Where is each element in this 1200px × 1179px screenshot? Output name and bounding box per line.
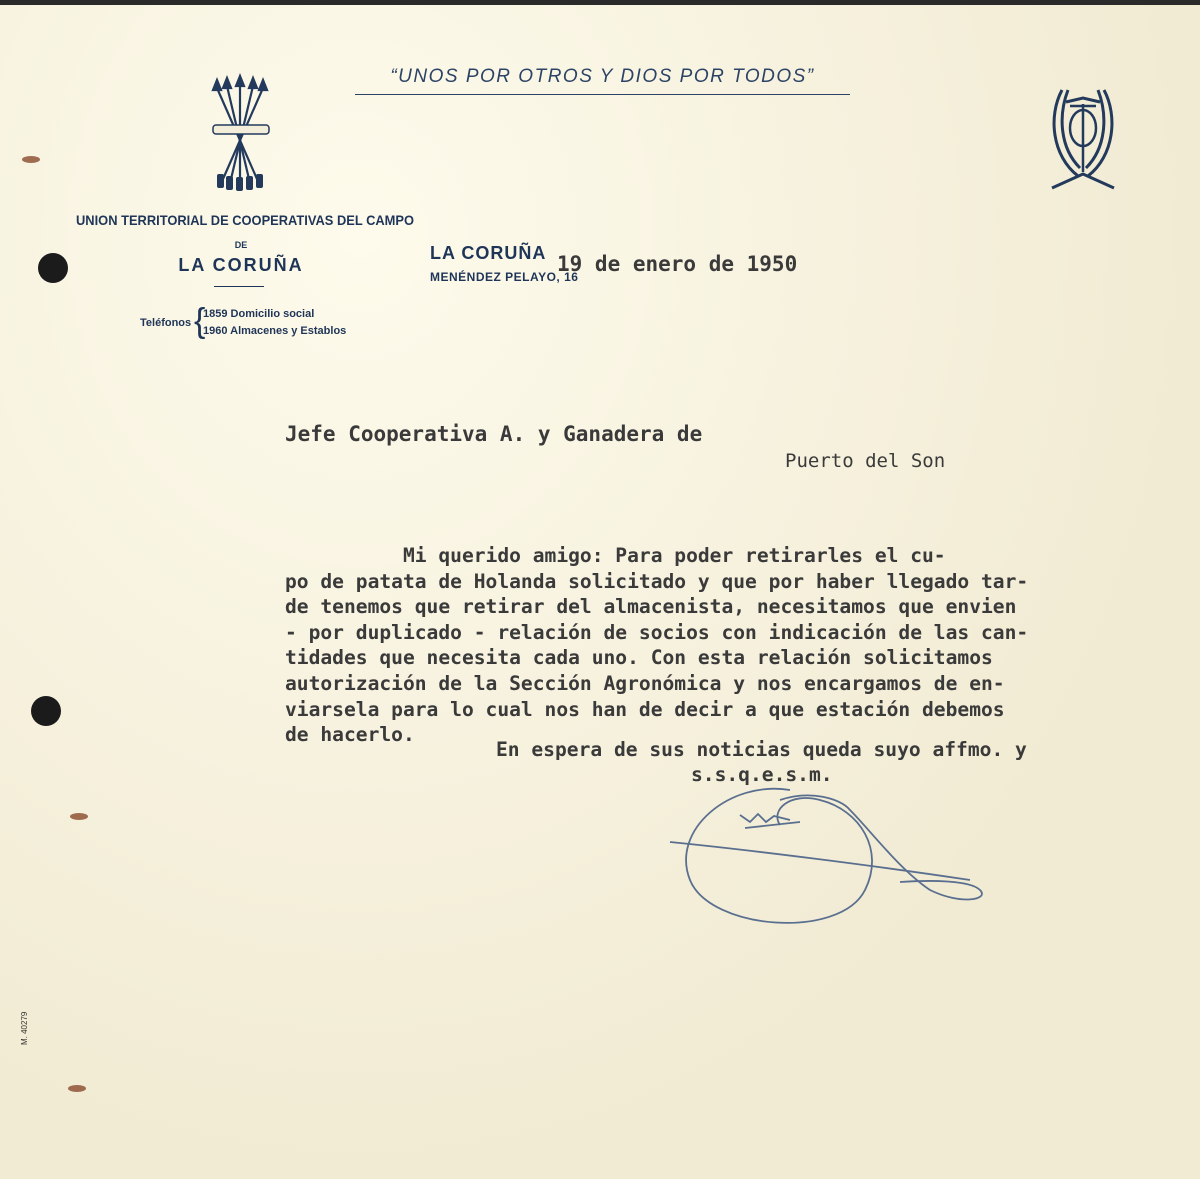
brace-glyph: {: [194, 302, 206, 340]
rust-mark: [22, 156, 40, 163]
address-street: MENÉNDEZ PELAYO, 16: [430, 270, 579, 284]
handwritten-signature: [670, 770, 1000, 940]
organization-city: LA CORUÑA: [178, 255, 304, 275]
letter-date: 19 de enero de 1950: [557, 252, 798, 276]
body-line: Mi querido amigo: Para poder retirarles el cu-: [285, 544, 946, 567]
letter-recipient: Jefe Cooperativa A. y Ganadera de: [285, 422, 703, 446]
organization-de: DE: [234, 240, 248, 250]
body-line: - por duplicado - relación de socios con indicación de las can-: [285, 620, 1029, 644]
letter-closing: En espera de sus noticias queda suyo affmo. y: [496, 738, 1027, 761]
motto: “UNOS POR OTROS Y DIOS POR TODOS”: [355, 66, 850, 95]
punch-hole-top: [38, 253, 68, 283]
divider: [214, 286, 264, 287]
cooperative-emblem: [1048, 76, 1118, 194]
body-line: tidades que necesita cada uno. Con esta relación solicitamos: [285, 646, 993, 670]
rust-mark: [70, 813, 88, 820]
telephone-domicilio: 1859 Domicilio social: [203, 308, 315, 320]
scan-edge: [0, 0, 1200, 5]
address-city: LA CORUÑA: [430, 243, 547, 263]
punch-hole-bottom: [31, 696, 61, 726]
recipient-place: Puerto del Son: [785, 450, 946, 472]
yoke-and-arrows-emblem: [205, 74, 275, 194]
telephone-almacenes: 1960 Almacenes y Establos: [203, 325, 347, 337]
rust-mark: [68, 1085, 86, 1092]
body-line: de hacerlo.: [285, 723, 415, 747]
body-line: viarsela para lo cual nos han de decir a que estación debemos: [285, 697, 1005, 721]
organization-name: UNION TERRITORIAL DE COOPERATIVAS DEL CAMPO: [76, 212, 415, 228]
letter-body: [285, 543, 1185, 748]
margin-code: M. 40279: [20, 1011, 29, 1045]
body-line: autorización de la Sección Agronómica y nos encargamos de en-: [285, 671, 1005, 695]
courtesy-formula: s.s.q.e.s.m.: [691, 763, 833, 786]
body-line: po de patata de Holanda solicitado y que por haber llegado tar-: [285, 569, 1029, 593]
body-line: de tenemos que retirar del almacenista, necesitamos que envien: [285, 595, 1017, 619]
telefonos-label: Teléfonos: [140, 317, 192, 329]
